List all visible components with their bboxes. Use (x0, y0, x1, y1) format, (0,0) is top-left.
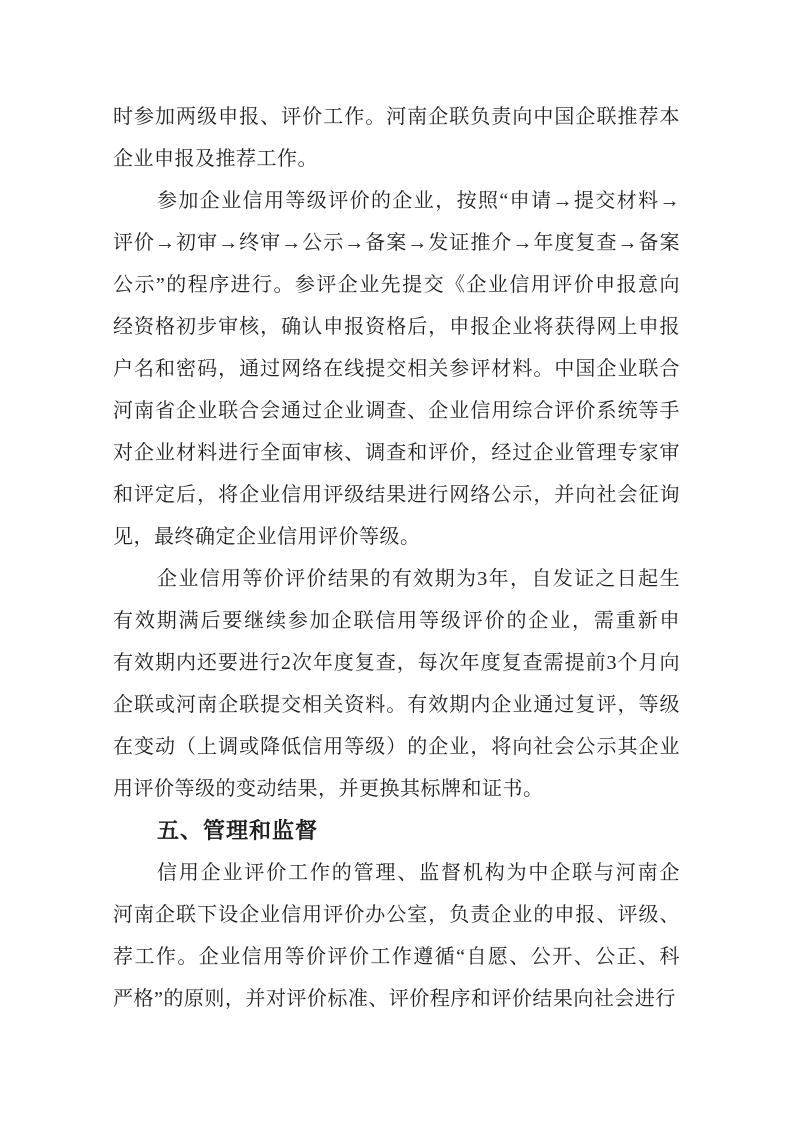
text-line: 用评价等级的变动结果，并更换其标牌和证书。 (113, 778, 544, 800)
text-line: 河南省企业联合会通过企业调查、企业信用综合评价系统等手 (113, 400, 680, 422)
text-line: 企业申报及推荐工作。 (113, 148, 318, 170)
text-line: 公示”的程序进行。参评企业先提交《企业信用评价申报意向 (113, 274, 680, 296)
paragraph (113, 96, 680, 180)
text-line: 见，最终确定企业信用评价等级。 (113, 526, 421, 548)
text-line: 企联或河南企联提交相关资料。有效期内企业通过复评，等级 (113, 694, 680, 716)
text-line: 户名和密码，通过网络在线提交相关参评材料。中国企业联合 (113, 358, 680, 380)
text-line: 荐工作。企业信用等价评价工作遵循“自愿、公开、公正、科 (113, 946, 680, 968)
text-line: 严格”的原则，并对评价标准、评价程序和评价结果向社会进行 (113, 988, 676, 1010)
text-line: 参加企业信用等级评价的企业，按照“申请→提交材料→ (157, 190, 680, 212)
text-line: 和评定后，将企业信用评级结果进行网络公示，并向社会征询 (113, 484, 680, 506)
text-line: 有效期内还要进行2次年度复查，每次年度复查需提前3个月向 (113, 652, 680, 674)
paragraph (113, 852, 680, 1020)
text-line: 时参加两级申报、评价工作。河南企联负责向中国企联推荐本 (113, 106, 680, 128)
section-heading (113, 810, 680, 852)
paragraph (113, 180, 680, 558)
text-line: 信用企业评价工作的管理、监督机构为中企联与河南企 (157, 862, 680, 884)
text-line: 企业信用等价评价结果的有效期为3年，自发证之日起生 (157, 568, 680, 590)
text-line: 有效期满后要继续参加企联信用等级评价的企业，需重新申 (113, 610, 680, 632)
document-body (113, 96, 680, 1020)
text-line: 对企业材料进行全面审核、调查和评价，经过企业管理专家审 (113, 442, 680, 464)
paragraph (113, 558, 680, 810)
heading-line: 五、管理和监督 (157, 818, 319, 843)
text-line: 经资格初步审核，确认申报资格后，申报企业将获得网上申报 (113, 316, 680, 338)
text-line: 在变动（上调或降低信用等级）的企业，将向社会公示其企业 (113, 736, 680, 758)
text-line: 河南企联下设企业信用评价办公室，负责企业的申报、评级、 (113, 904, 680, 926)
text-line: 评价→初审→终审→公示→备案→发证推介→年度复查→备案 (113, 232, 680, 254)
